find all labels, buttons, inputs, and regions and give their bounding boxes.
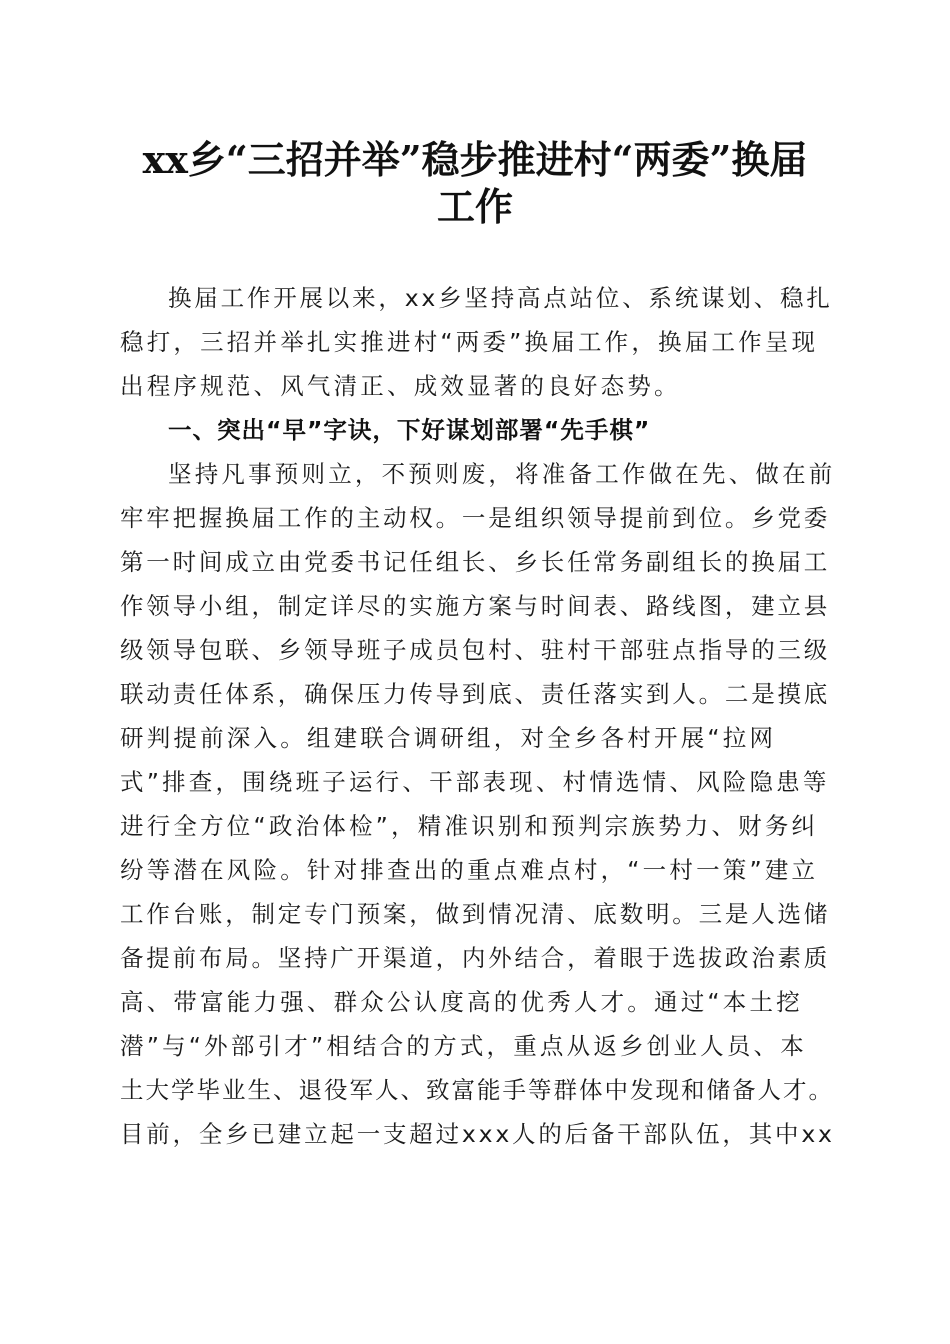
intro-line: 换届工作开展以来，xx乡坚持高点站位、系统谋划、稳扎	[168, 284, 833, 312]
body-line: 纷等潜在风险。针对排查出的重点难点村，“一村一策”建立	[120, 856, 819, 884]
body-line: 级领导包联、乡领导班子成员包村、驻村干部驻点指导的三级	[120, 636, 831, 664]
body-line: 土大学毕业生、退役军人、致富能手等群体中发现和储备人才。	[120, 1076, 834, 1104]
intro-line: 稳打，三招并举扎实推进村“两委”换届工作，换届工作呈现	[120, 328, 819, 356]
document-title-line-2: 工作	[436, 184, 513, 229]
body-line: 牢牢把握换届工作的主动权。一是组织领导提前到位。乡党委	[120, 504, 831, 532]
body-line: 第一时间成立由党委书记任组长、乡长任常务副组长的换届工	[120, 548, 831, 576]
body-line: 坚持凡事预则立，不预则废，将准备工作做在先、做在前	[168, 460, 836, 488]
body-line: 联动责任体系，确保压力传导到底、责任落实到人。二是摸底	[120, 680, 831, 708]
body-line: 工作台账，制定专门预案，做到情况清、底数明。三是人选储	[120, 900, 831, 928]
body-line: 潜”与“外部引才”相结合的方式，重点从返乡创业人员、本	[120, 1032, 807, 1060]
body-line: 式”排查，围绕班子运行、干部表现、村情选情、风险隐患等	[120, 768, 830, 796]
body-line: 进行全方位“政治体检”，精准识别和预判宗族势力、财务纠	[120, 812, 819, 840]
intro-line: 出程序规范、风气清正、成效显著的良好态势。	[120, 372, 681, 400]
section-heading-1: 一、突出“早”字诀，下好谋划部署“先手棋”	[168, 416, 651, 444]
document-title-line-1: xx乡“三招并举”稳步推进村“两委”换届	[142, 137, 808, 182]
body-line: 目前，全乡已建立起一支超过xxx人的后备干部队伍，其中xx	[120, 1120, 835, 1148]
body-line: 备提前布局。坚持广开渠道，内外结合，着眼于选拔政治素质	[120, 944, 831, 972]
body-line: 作领导小组，制定详尽的实施方案与时间表、路线图，建立县	[120, 592, 831, 620]
body-line: 高、带富能力强、群众公认度高的优秀人才。通过“本土挖	[120, 988, 803, 1016]
body-line: 研判提前深入。组建联合调研组，对全乡各村开展“拉网	[120, 724, 777, 752]
